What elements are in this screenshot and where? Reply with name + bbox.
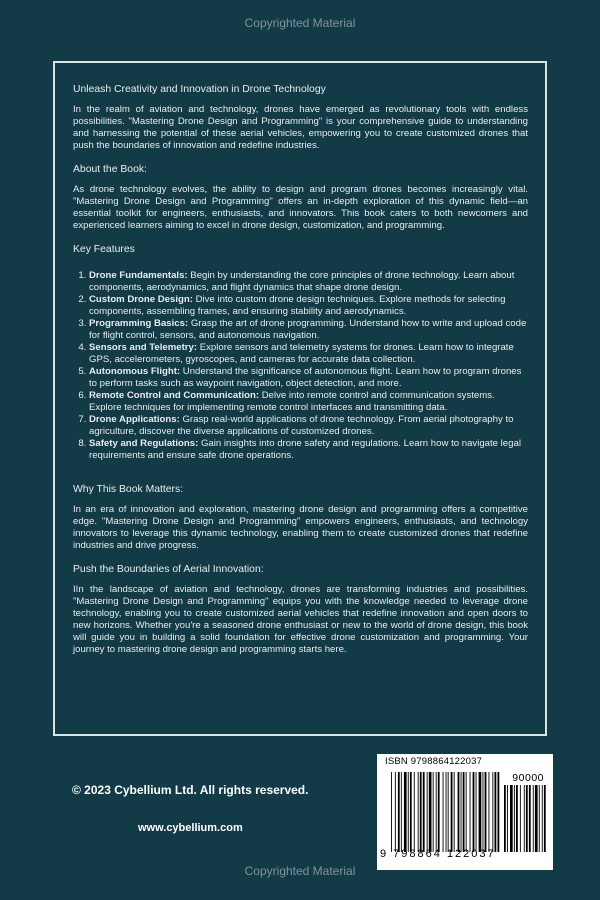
copyright-notice: © 2023 Cybellium Ltd. All rights reserved. (72, 783, 309, 797)
feature-name: Drone Applications: (89, 414, 180, 425)
feature-name: Sensors and Telemetry: (89, 342, 198, 353)
features-list (73, 270, 528, 462)
addon-barcode-bars-icon (504, 785, 546, 852)
isbn-label: ISBN 9798864122037 (385, 756, 483, 767)
back-cover-text-panel (53, 61, 547, 736)
feature-name: Remote Control and Communication: (89, 390, 260, 401)
isbn-digits: 9 798864 122037 (380, 848, 496, 860)
feature-item (89, 294, 528, 318)
watermark-top: Copyrighted Material (244, 16, 356, 30)
why-paragraph: In an era of innovation and exploration, mastering drone design and programming offers a competitive edge. "Mastering Drone Design and Programming" empowers engineers, enthusiasts, and technology innovators to leverage this dynamic technology, enabling them to create customized drones that redefine industries and drive progress. (73, 504, 528, 551)
feature-name: Autonomous Flight: (89, 366, 181, 377)
feature-item (89, 390, 528, 414)
feature-item (89, 438, 528, 462)
about-title: About the Book: (73, 164, 147, 175)
isbn-barcode (377, 754, 553, 870)
feature-text: Begin by understanding the core principles of drone technology. Learn about components, aerodynamics, and flight dynamics that shape drone design. (89, 270, 515, 293)
feature-name: Drone Fundamentals: (89, 270, 188, 281)
intro-title: Unleash Creativity and Innovation in Drone Technology (73, 84, 326, 95)
price-code: 90000 (512, 772, 544, 784)
feature-item (89, 414, 528, 438)
push-title: Push the Boundaries of Aerial Innovation: (73, 564, 264, 575)
feature-text: Explore sensors and telemetry systems for drones. Learn how to integrate GPS, accelerometers, gyroscopes, and cameras for accurate data collection. (89, 342, 514, 365)
feature-name: Custom Drone Design: (89, 294, 193, 305)
feature-name: Safety and Regulations: (89, 438, 199, 449)
why-title: Why This Book Matters: (73, 484, 184, 495)
intro-paragraph: In the realm of aviation and technology, drones have emerged as revolutionary tools with endless possibilities. "Mastering Drone Design and Programming" is your comprehensive guide to understanding and harnessing the potential of these aerial vehicles, empowering you to create customized drones that push the boundaries of innovation and redefine industries. (73, 104, 528, 151)
feature-text: Grasp the art of drone programming. Understand how to write and upload code for flight control, sensors, and autonomous navigation. (89, 318, 527, 341)
push-paragraph: IIn the landscape of aviation and technology, drones are transforming industries and possibilities. "Mastering Drone Design and Programming" equips you with the knowledge needed to leverage drone technology, enabling you to create customized aerial vehicles that redefine innovation and open doors to new horizons. Whether you're a seasoned drone enthusiast or new to the world of drone design, this book will guide you in building a solid foundation for effective drone customization and programming. Your journey to mastering drone design and programming starts here. (73, 584, 528, 655)
watermark-bottom: Copyrighted Material (244, 864, 356, 878)
feature-item (89, 342, 528, 366)
publisher-website: www.cybellium.com (138, 822, 243, 834)
feature-text: Grasp real-world applications of drone technology. From aerial photography to agriculture, discover the diverse applications of customized drones. (89, 414, 514, 437)
feature-text: Gain insights into drone safety and regulations. Learn how to navigate legal requirements and ensure safe drone operations. (89, 438, 521, 461)
feature-text: Understand the significance of autonomous flight. Learn how to program drones to perform tasks such as waypoint navigation, object detection, and more. (89, 366, 522, 389)
feature-item (89, 270, 528, 294)
features-title: Key Features (73, 244, 135, 255)
feature-item (89, 366, 528, 390)
about-paragraph: As drone technology evolves, the ability to design and program drones becomes increasingly vital. "Mastering Drone Design and Programming" offers an in-depth exploration of this dynamic field—an essential toolkit for engineers, enthusiasts, and innovators. This book caters to both newcomers and experienced learners aiming to excel in drone design, customization, and programming. (73, 184, 528, 231)
feature-item (89, 318, 528, 342)
feature-name: Programming Basics: (89, 318, 189, 329)
barcode-bars-icon (391, 772, 501, 852)
feature-text: Dive into custom drone design techniques. Explore methods for selecting components, assembling frames, and ensuring stability and aerodynamics. (89, 294, 506, 317)
feature-text: Delve into remote control and communication systems. Explore techniques for implementing remote control interfaces and transmitting data. (89, 390, 495, 413)
